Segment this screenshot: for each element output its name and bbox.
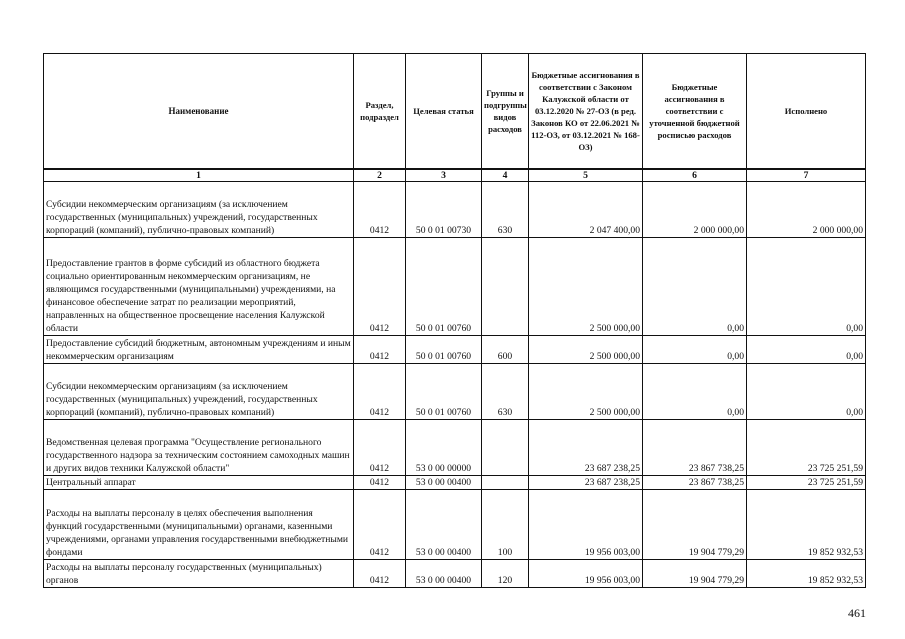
column-number: 7 [747,169,866,182]
header-expense-group: Группы и подгруппы видов расходов [482,54,529,170]
row-target-article: 50 0 01 00760 [406,238,482,336]
row-law-amount: 2 500 000,00 [529,364,643,420]
row-executed-amount: 0,00 [747,238,866,336]
table-row [44,490,866,560]
row-law-amount: 23 687 238,25 [529,420,643,476]
table-row [44,364,866,420]
row-refined-amount: 19 904 779,29 [643,490,747,560]
row-name: Субсидии некоммерческим организациям (за исключением государственных (муниципальных) учреждений, государственных корпораций (компаний), публично-правовых компаний) [44,182,354,238]
header-name: Наименование [44,54,354,170]
row-name: Ведомственная целевая программа "Осуществление регионального государственного надзора за техническим состоянием самоходных машин и других видов техники Калужской области" [44,420,354,476]
row-expense-group [482,476,529,490]
column-number: 4 [482,169,529,182]
row-expense-group: 630 [482,364,529,420]
row-refined-amount: 19 904 779,29 [643,560,747,588]
column-number: 3 [406,169,482,182]
row-target-article: 50 0 01 00760 [406,364,482,420]
row-name: Предоставление грантов в форме субсидий из областного бюджета социально ориентированным некоммерческим организациям, не являющимся государственными (муниципальными) учреждениями, на финансовое обеспечение затрат по реализации мероприятий, направленных на общественное просвещение населения Калужской области [44,238,354,336]
row-name: Расходы на выплаты персоналу государственных (муниципальных) органов [44,560,354,588]
row-refined-amount: 0,00 [643,238,747,336]
row-section: 0412 [354,182,406,238]
table-row [44,182,866,238]
column-number: 6 [643,169,747,182]
row-executed-amount: 2 000 000,00 [747,182,866,238]
row-refined-amount: 0,00 [643,336,747,364]
column-number: 5 [529,169,643,182]
row-target-article: 53 0 00 00400 [406,476,482,490]
header-section: Раздел, подраздел [354,54,406,170]
row-executed-amount: 19 852 932,53 [747,490,866,560]
row-name: Субсидии некоммерческим организациям (за исключением государственных (муниципальных) учреждений, государственных корпораций (компаний), публично-правовых компаний) [44,364,354,420]
row-section: 0412 [354,476,406,490]
row-section: 0412 [354,336,406,364]
row-name: Центральный аппарат [44,476,354,490]
row-executed-amount: 23 725 251,59 [747,476,866,490]
row-target-article: 53 0 00 00000 [406,420,482,476]
row-section: 0412 [354,420,406,476]
table-row [44,420,866,476]
row-section: 0412 [354,560,406,588]
column-number-row [44,169,866,182]
header-refined-allocations: Бюджетные ассигнования в соответствии с уточненной бюджетной росписью расходов [643,54,747,170]
row-executed-amount: 0,00 [747,336,866,364]
row-section: 0412 [354,364,406,420]
row-law-amount: 23 687 238,25 [529,476,643,490]
row-name: Расходы на выплаты персоналу в целях обеспечения выполнения функций государственными (муниципальными) органами, казенными учреждениями, органами управления государственными внебюджетными фондами [44,490,354,560]
column-number: 1 [44,169,354,182]
row-expense-group: 600 [482,336,529,364]
row-law-amount: 2 500 000,00 [529,336,643,364]
header-target-article: Целевая статья [406,54,482,170]
table-row [44,476,866,490]
row-executed-amount: 19 852 932,53 [747,560,866,588]
row-expense-group [482,238,529,336]
row-law-amount: 2 500 000,00 [529,238,643,336]
row-law-amount: 19 956 003,00 [529,490,643,560]
row-target-article: 53 0 00 00400 [406,490,482,560]
row-expense-group: 630 [482,182,529,238]
header-law-allocations: Бюджетные ассигнования в соответствии с Законом Калужской области от 03.12.2020 № 27-ОЗ (в ред. Законов КО от 22.06.2021 № 112-ОЗ, от 03.12.2021 № 168-ОЗ) [529,54,643,170]
table-row [44,560,866,588]
row-refined-amount: 23 867 738,25 [643,420,747,476]
row-refined-amount: 2 000 000,00 [643,182,747,238]
header-executed: Исполнено [747,54,866,170]
row-target-article: 50 0 01 00730 [406,182,482,238]
row-refined-amount: 23 867 738,25 [643,476,747,490]
row-executed-amount: 0,00 [747,364,866,420]
page-number: 461 [848,606,866,620]
table-row [44,336,866,364]
row-law-amount: 19 956 003,00 [529,560,643,588]
row-name: Предоставление субсидий бюджетным, автономным учреждениям и иным некоммерческим организациям [44,336,354,364]
table-header-row [44,54,866,170]
row-law-amount: 2 047 400,00 [529,182,643,238]
row-expense-group: 120 [482,560,529,588]
row-target-article: 53 0 00 00400 [406,560,482,588]
row-section: 0412 [354,238,406,336]
column-number: 2 [354,169,406,182]
row-executed-amount: 23 725 251,59 [747,420,866,476]
row-section: 0412 [354,490,406,560]
row-refined-amount: 0,00 [643,364,747,420]
row-target-article: 50 0 01 00760 [406,336,482,364]
row-expense-group: 100 [482,490,529,560]
table-row [44,238,866,336]
row-expense-group [482,420,529,476]
budget-table [43,53,866,588]
